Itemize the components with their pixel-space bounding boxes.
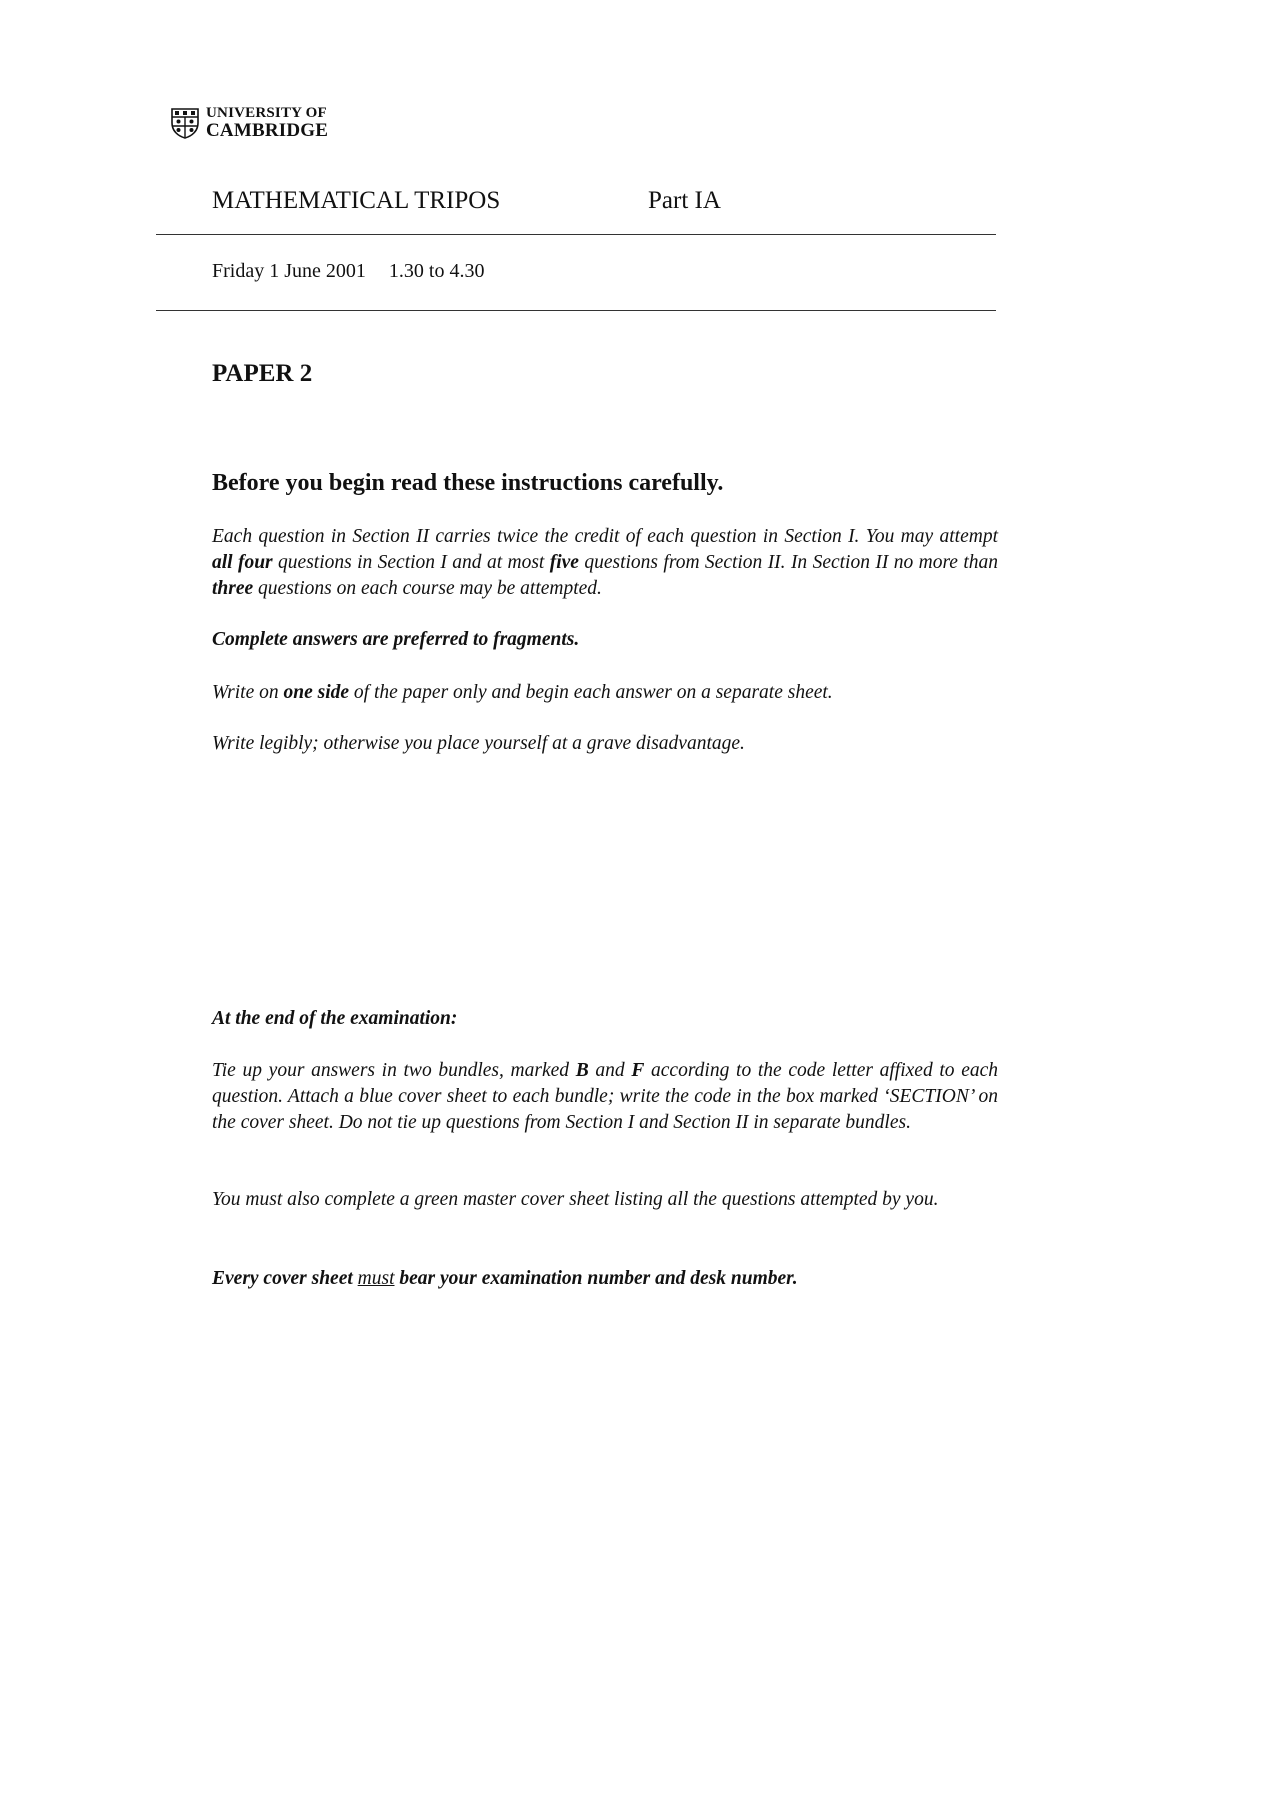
text: questions in Section I and at most [272,552,550,573]
exam-title: MATHEMATICAL TRIPOS [212,187,501,214]
emphasis-five: five [549,552,579,573]
instructions-one-side [212,680,998,706]
emphasis-must: must [357,1268,395,1289]
text: Every cover sheet [212,1268,358,1289]
emphasis-code-b: B [575,1060,589,1081]
text: bear your examination number and desk number. [394,1268,798,1289]
text: questions from Section II. In Section II no more than [578,552,999,573]
text: Tie up your answers in two bundles, marked [212,1060,576,1081]
logo-wordmark [206,106,328,140]
end-section-bundles [212,1058,998,1136]
exam-time: 1.30 to 4.30 [388,260,485,282]
text: of the paper only and begin each answer on a separate sheet. [349,682,833,703]
instructions-legibly: Write legibly; otherwise you place yourself at a grave disadvantage. [212,733,745,754]
exam-date: Friday 1 June 2001 [212,260,366,282]
end-section-heading: At the end of the examination: [212,1008,458,1029]
text: Write on [212,682,284,703]
instructions-complete-answers: Complete answers are preferred to fragments. [212,629,580,650]
emphasis-three: three [212,578,254,599]
logo-line-2: CAMBRIDGE [206,120,329,141]
text: questions on each course may be attempted. [253,578,602,599]
university-logo [170,106,328,140]
instructions-heading: Before you begin read these instructions carefully. [212,470,724,496]
instructions-paragraph-credit [212,524,998,602]
paper-label: PAPER 2 [212,360,313,387]
emphasis-code-f: F [631,1060,645,1081]
university-crest-icon [170,107,200,139]
emphasis-one-side: one side [283,682,350,703]
exam-date-row [212,260,484,283]
text: according to the code letter affixed to each question. Attach a blue cover sheet to each bundle; write the code in the box marked ‘SECTION’ on the cover sheet. Do not tie up questions from Section I and Section II in separate bundles. [212,1060,999,1133]
logo-line-1: UNIVERSITY OF [206,105,327,121]
header-rule-bottom [156,310,996,311]
end-section-cover-sheet [212,1266,998,1292]
text: Each question in Section II carries twice the credit of each question in Section I. You may attempt [212,526,998,547]
exam-title-row [212,187,721,215]
emphasis-all-four: all four [212,552,273,573]
text: and [588,1060,632,1081]
exam-part: Part IA [648,187,721,214]
header-rule-top [156,234,996,235]
end-section-master-sheet: You must also complete a green master cover sheet listing all the questions attempted by you. [212,1189,939,1210]
